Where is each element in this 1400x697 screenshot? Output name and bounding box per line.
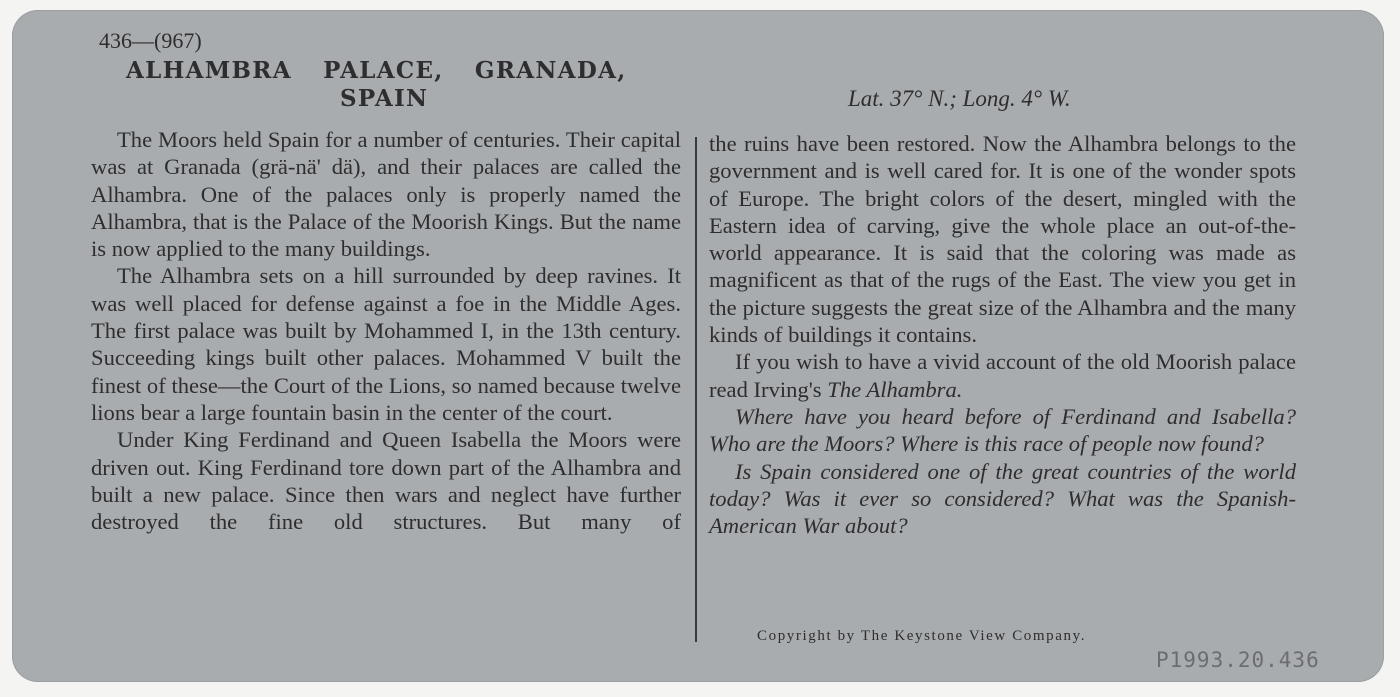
- accession-number: P1993.20.436: [1156, 648, 1320, 672]
- card-number: 436—(967): [99, 28, 202, 53]
- paragraph-moors: The Moors held Spain for a number of centuries. Their capital was at Granada (grä-nä' dä), and their palaces are called the Alhambra. One of the palaces only is properly named the Alhambra, that is the Palace of the Moorish Kings. But the name is now applied to the many buildings.: [91, 127, 681, 262]
- question-paragraph-2: Is Spain considered one of the great countries of the world today? Was it ever so considered? What was the Spanish-American War about?: [709, 458, 1296, 539]
- copyright-notice: Copyright by The Keystone View Company.: [757, 628, 1087, 644]
- book-title: The Alhambra.: [827, 376, 963, 402]
- paragraph-irving: [709, 348, 1296, 403]
- right-text-column: [709, 130, 1296, 539]
- card-title-line1: ALHAMBRA PALACE, GRANADA,: [126, 57, 627, 84]
- paragraph-ferdinand: Under King Ferdinand and Queen Isabella the Moors were driven out. King Ferdinand tore down part of the Alhambra and built a new palace. Since then wars and neglect have further destroyed the fine old structures. But many of: [91, 427, 681, 535]
- question-paragraph-1: Where have you heard before of Ferdinand and Isabella? Who are the Moors? Where is this race of people now found?: [709, 403, 1296, 457]
- paragraph-restoration: the ruins have been restored. Now the Alhambra belongs to the government and is well cared for. It is one of the wonder spots of Europe. The bright colors of the desert, mingled with the Eastern idea of carving, give the whole place an out-of-the-world appearance. It is said that the coloring was made as magnificent as that of the rugs of the East. The view you get in the picture suggests the great size of the Alhambra and the many kinds of buildings it contains.: [709, 131, 1296, 348]
- coordinates: Lat. 37° N.; Long. 4° W.: [848, 86, 1071, 111]
- left-text-column: [91, 126, 681, 535]
- irving-text: If you wish to have a vivid account of the old Moorish palace read Irving's: [709, 349, 1296, 402]
- column-divider: [695, 137, 697, 642]
- card-title-line2: SPAIN: [340, 85, 429, 112]
- paragraph-location: The Alhambra sets on a hill surrounded by deep ravines. It was well placed for defense against a foe in the Middle Ages. The first palace was built by Mohammed I, in the 13th century. Succeeding kings built other palaces. Mohammed V built the finest of these—the Court of the Lions, so named because twelve lions bear a large fountain basin in the center of the court.: [91, 263, 681, 425]
